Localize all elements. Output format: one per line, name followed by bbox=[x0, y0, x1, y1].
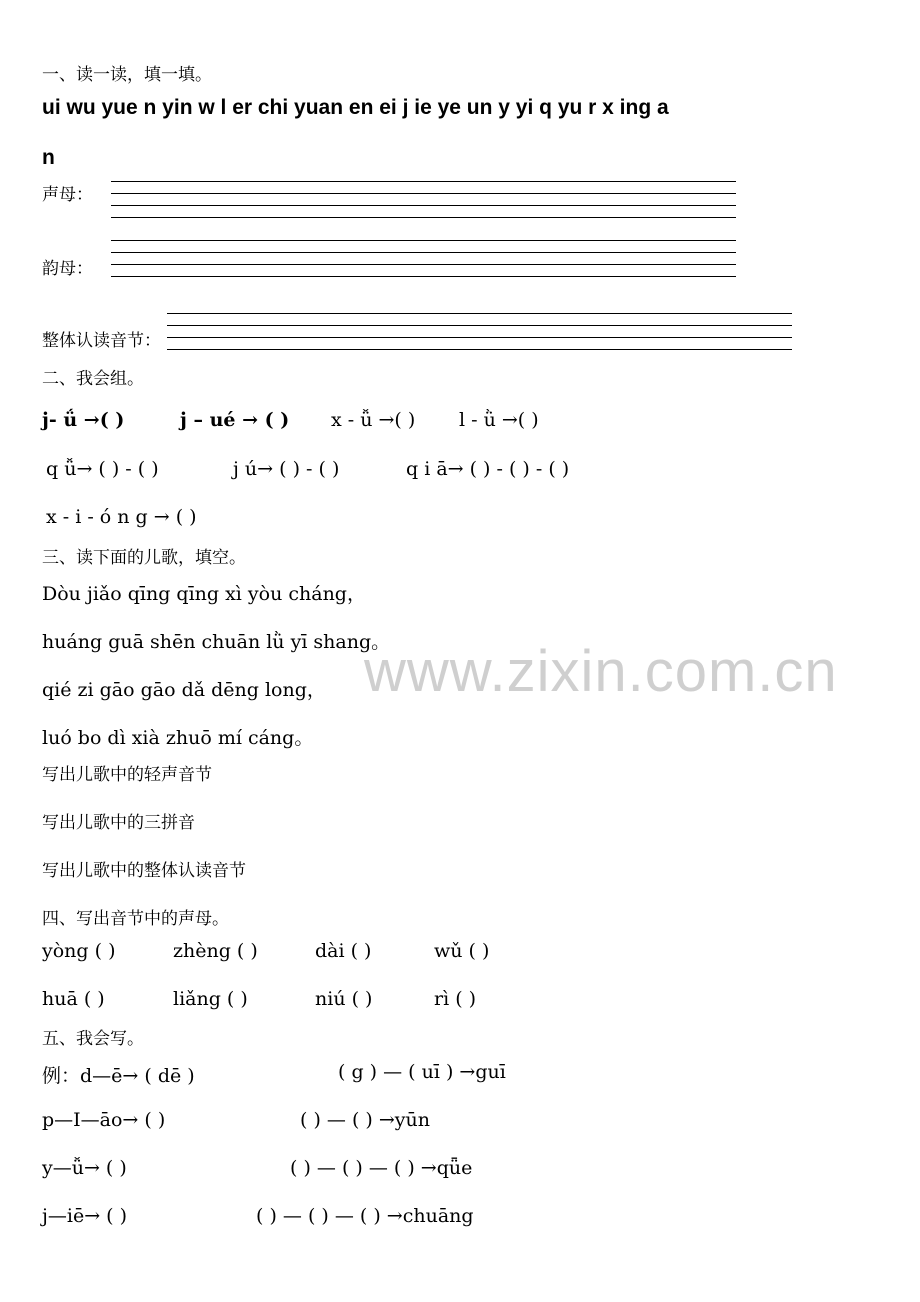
write-item-left: j—iē→ ( ) bbox=[42, 1205, 128, 1227]
writing-line[interactable] bbox=[111, 276, 736, 277]
writing-line[interactable] bbox=[167, 349, 792, 350]
watermark: www.zixin.com.cn bbox=[364, 639, 838, 704]
combine-item: x - i - ó n g → ( ) bbox=[46, 506, 197, 528]
combine-item: j ú→ ( ) - ( ) bbox=[233, 458, 340, 480]
section2-title: 二、我会组。 bbox=[42, 369, 144, 389]
combine-item: j- ǘ →( ) bbox=[42, 409, 125, 431]
question-text: 写出儿歌中的轻声音节 bbox=[42, 765, 212, 785]
write-item-left: p—I—āo→ ( ) bbox=[42, 1109, 166, 1131]
example-left: 例：d—ē→ ( dē ) bbox=[42, 1065, 195, 1087]
zhengti-label: 整体认读音节： bbox=[42, 331, 161, 351]
section1-title: 一、读一读，填一填。 bbox=[42, 65, 212, 85]
write-item-right: ( ) — ( ) — ( ) →chuāng bbox=[256, 1205, 474, 1227]
writing-line[interactable] bbox=[111, 240, 736, 241]
writing-line[interactable] bbox=[111, 217, 736, 218]
letters-line-2: n bbox=[42, 146, 55, 169]
writing-line[interactable] bbox=[111, 205, 736, 206]
combine-item: q i ā→ ( ) - ( ) - ( ) bbox=[406, 458, 570, 480]
write-item-right: ( ) — ( ) →yūn bbox=[300, 1109, 430, 1131]
combine-item: x - ǚ →( ) bbox=[331, 409, 416, 431]
writing-line[interactable] bbox=[167, 325, 792, 326]
poem-line: luó bo dì xià zhuō mí cáng。 bbox=[42, 727, 314, 749]
question-text: 写出儿歌中的整体认读音节 bbox=[42, 861, 246, 881]
section3-title: 三、读下面的儿歌，填空。 bbox=[42, 548, 246, 568]
example-right: ( g ) — ( uī ) →guī bbox=[338, 1061, 506, 1083]
letters-line-1: ui wu yue n yin w l er chi yuan en ei j ie ye un y yi q yu r x ing a bbox=[42, 96, 669, 119]
yunmu-label: 韵母： bbox=[42, 259, 93, 279]
poem-line: qié zi gāo gāo dǎ dēng long， bbox=[42, 679, 326, 701]
syllable-item: rì ( ) bbox=[434, 988, 477, 1010]
writing-line[interactable] bbox=[111, 264, 736, 265]
writing-line[interactable] bbox=[167, 337, 792, 338]
syllable-item: liǎng ( ) bbox=[173, 988, 248, 1010]
section5-title: 五、我会写。 bbox=[42, 1029, 144, 1049]
syllable-item: niú ( ) bbox=[315, 988, 373, 1010]
write-item-left: y—ǚ→ ( ) bbox=[42, 1157, 127, 1179]
syllable-item: wǔ ( ) bbox=[434, 940, 490, 962]
syllable-item: dài ( ) bbox=[315, 940, 372, 962]
syllable-item: huā ( ) bbox=[42, 988, 105, 1010]
syllable-item: yòng ( ) bbox=[42, 940, 116, 962]
combine-item: l - ǜ →( ) bbox=[459, 409, 539, 431]
writing-line[interactable] bbox=[111, 181, 736, 182]
writing-line[interactable] bbox=[111, 193, 736, 194]
writing-line[interactable] bbox=[111, 252, 736, 253]
section4-title: 四、写出音节中的声母。 bbox=[42, 909, 229, 929]
combine-item: q ǚ→ ( ) - ( ) bbox=[46, 458, 159, 480]
shengmu-label: 声母： bbox=[42, 185, 93, 205]
writing-line[interactable] bbox=[167, 313, 792, 314]
combine-item: j – ué → ( ) bbox=[180, 409, 290, 431]
syllable-item: zhèng ( ) bbox=[173, 940, 258, 962]
question-text: 写出儿歌中的三拼音 bbox=[42, 813, 195, 833]
poem-line: huáng guā shēn chuān lǜ yī shang。 bbox=[42, 631, 391, 653]
poem-line: Dòu jiǎo qīng qīng xì yòu cháng， bbox=[42, 583, 366, 605]
write-item-right: ( ) — ( ) — ( ) →qǖe bbox=[290, 1157, 473, 1179]
